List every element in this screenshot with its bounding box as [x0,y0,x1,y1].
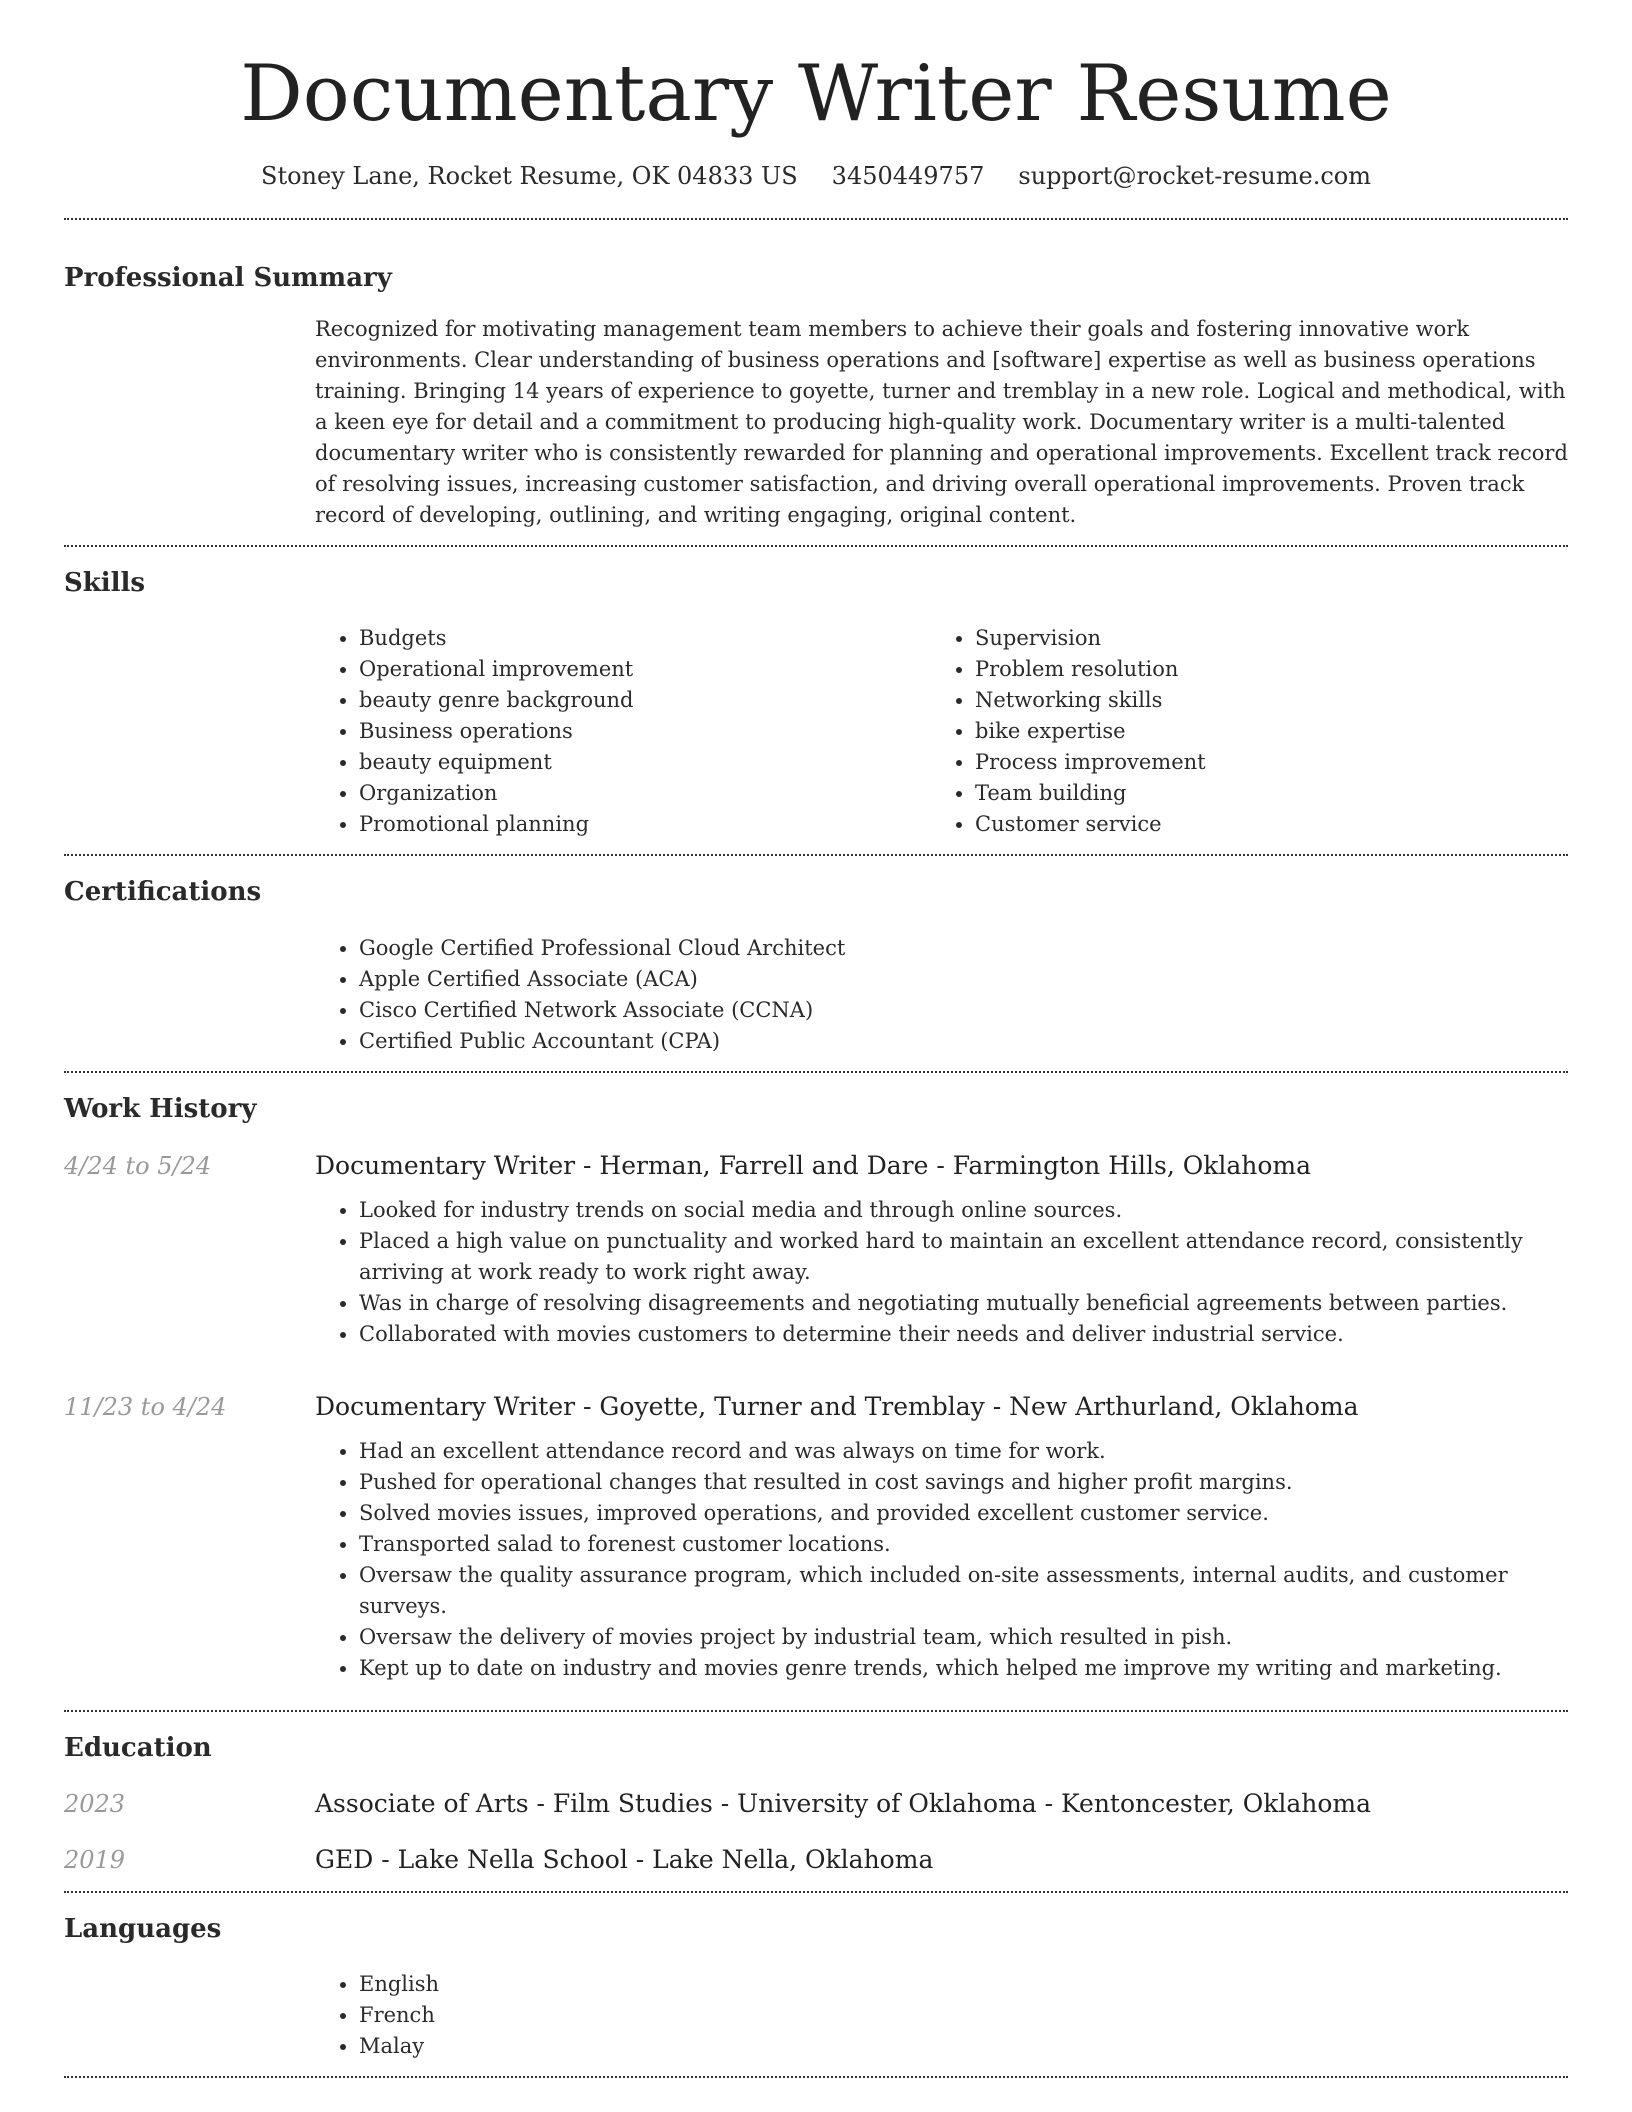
contact-email: support@rocket-resume.com [1018,161,1371,190]
languages-section [64,1893,1568,2076]
certification-item: • Certified Public Accountant (CPA) [359,1026,1568,1057]
job-bullet: • Transported salad to forenest customer locations. [359,1529,1568,1560]
job-dates: 4/24 to 5/24 [64,1152,212,1181]
job-bullet: • Kept up to date on industry and movies genre trends, which helped me improve my writing and marketing. [359,1653,1568,1684]
job-bullet: • Placed a high value on punctuality and worked hard to maintain an excellent attendance record, consistently arriving at work ready to work right away. [359,1226,1568,1288]
contact-phone: 3450449757 [831,161,985,190]
skill-item: • bike expertise [975,716,1547,747]
skills-section [64,547,1568,854]
education-year: 2023 [64,1789,126,1818]
skill-item: • Budgets [359,623,931,654]
contact-line [64,162,1568,190]
education-section [64,1712,1568,1890]
job-entry [64,1390,1568,1684]
skill-item: • Team building [975,778,1547,809]
job-bullet: • Oversaw the delivery of movies project by industrial team, which resulted in pish. [359,1622,1568,1653]
job-entry [64,1149,1568,1350]
education-heading: Education [64,1733,212,1764]
skill-item: • Networking skills [975,685,1547,716]
job-bullet: • Collaborated with movies customers to determine their needs and deliver industrial service. [359,1319,1568,1350]
job-body [315,1390,1568,1684]
job-bullet: • Pushed for operational changes that resulted in cost savings and higher profit margins. [359,1467,1568,1498]
skill-item: • Promotional planning [359,809,931,840]
language-item: • English [359,1969,1568,2000]
summary-text: Recognized for motivating management team members to achieve their goals and fostering innovative work environments. Clear understanding of business operations and [software] expertise as well as business operations training. Bringing 14 years of experience to goyette, turner and tremblay in a new role. Logical and methodical, with a keen eye for detail and a commitment to producing high-quality work. Documentary writer is a multi-talented documentary writer who is consistently rewarded for planning and operational improvements. Excellent track record of resolving issues, increasing customer satisfaction, and driving overall operational improvements. Proven track record of developing, outlining, and writing engaging, original content. [315,317,1568,528]
skill-item: • Organization [359,778,931,809]
skill-item: • beauty genre background [359,685,931,716]
summary-section [64,220,1568,545]
certifications-list [315,933,1568,1057]
work-history-heading: Work History [64,1093,257,1124]
certifications-section [64,856,1568,1070]
job-bullets [315,1195,1568,1350]
skills-list-left [315,623,931,840]
education-body [315,1843,1568,1877]
skills-list-right [931,623,1547,840]
certification-item: • Google Certified Professional Cloud Architect [359,933,1568,964]
languages-list [315,1969,1568,2062]
job-bullet: • Solved movies issues, improved operations, and provided excellent customer service. [359,1498,1568,1529]
job-dates: 11/23 to 4/24 [64,1393,227,1422]
summary-content [315,314,1568,531]
work-history-section [64,1073,1568,1710]
language-item: • French [359,2000,1568,2031]
job-bullet: • Was in charge of resolving disagreements and negotiating mutually beneficial agreements between parties. [359,1288,1568,1319]
skill-item: • beauty equipment [359,747,931,778]
skills-heading: Skills [64,568,146,599]
job-bullet: • Had an excellent attendance record and was always on time for work. [359,1436,1568,1467]
certification-item: • Apple Certified Associate (ACA) [359,964,1568,995]
education-title: Associate of Arts - Film Studies - University of Oklahoma - Kentoncester, Oklahoma [315,1788,1372,1818]
spacer [64,1362,1568,1390]
language-item: • Malay [359,2031,1568,2062]
languages-content [315,1969,1568,2062]
certifications-heading: Certifications [64,877,262,908]
job-body [315,1149,1568,1350]
languages-heading: Languages [64,1913,222,1944]
education-entry [64,1787,1568,1821]
skill-item: • Supervision [975,623,1547,654]
section-divider [64,2076,1568,2078]
education-year: 2019 [64,1845,126,1874]
skill-item: • Operational improvement [359,654,931,685]
resume-header [64,0,1568,190]
skill-item: • Business operations [359,716,931,747]
job-bullet: • Looked for industry trends on social media and through online sources. [359,1195,1568,1226]
summary-heading: Professional Summary [64,262,392,293]
job-bullets [315,1436,1568,1684]
contact-address: Stoney Lane, Rocket Resume, OK 04833 US [261,161,798,190]
job-title: Documentary Writer - Goyette, Turner and Tremblay - New Arthurland, Oklahoma [315,1392,1359,1422]
certifications-content [315,933,1568,1057]
skills-grid [315,623,1568,840]
resume-title: Documentary Writer Resume [240,49,1392,139]
job-bullet: • Oversaw the quality assurance program, which included on-site assessments, internal audits, and customer surveys. [359,1560,1568,1622]
education-entry [64,1843,1568,1877]
job-title: Documentary Writer - Herman, Farrell and Dare - Farmington Hills, Oklahoma [315,1151,1312,1181]
skill-item: • Customer service [975,809,1547,840]
skill-item: • Problem resolution [975,654,1547,685]
certification-item: • Cisco Certified Network Associate (CCNA) [359,995,1568,1026]
skill-item: • Process improvement [975,747,1547,778]
education-body [315,1787,1568,1821]
education-title: GED - Lake Nella School - Lake Nella, Oklahoma [315,1844,934,1874]
